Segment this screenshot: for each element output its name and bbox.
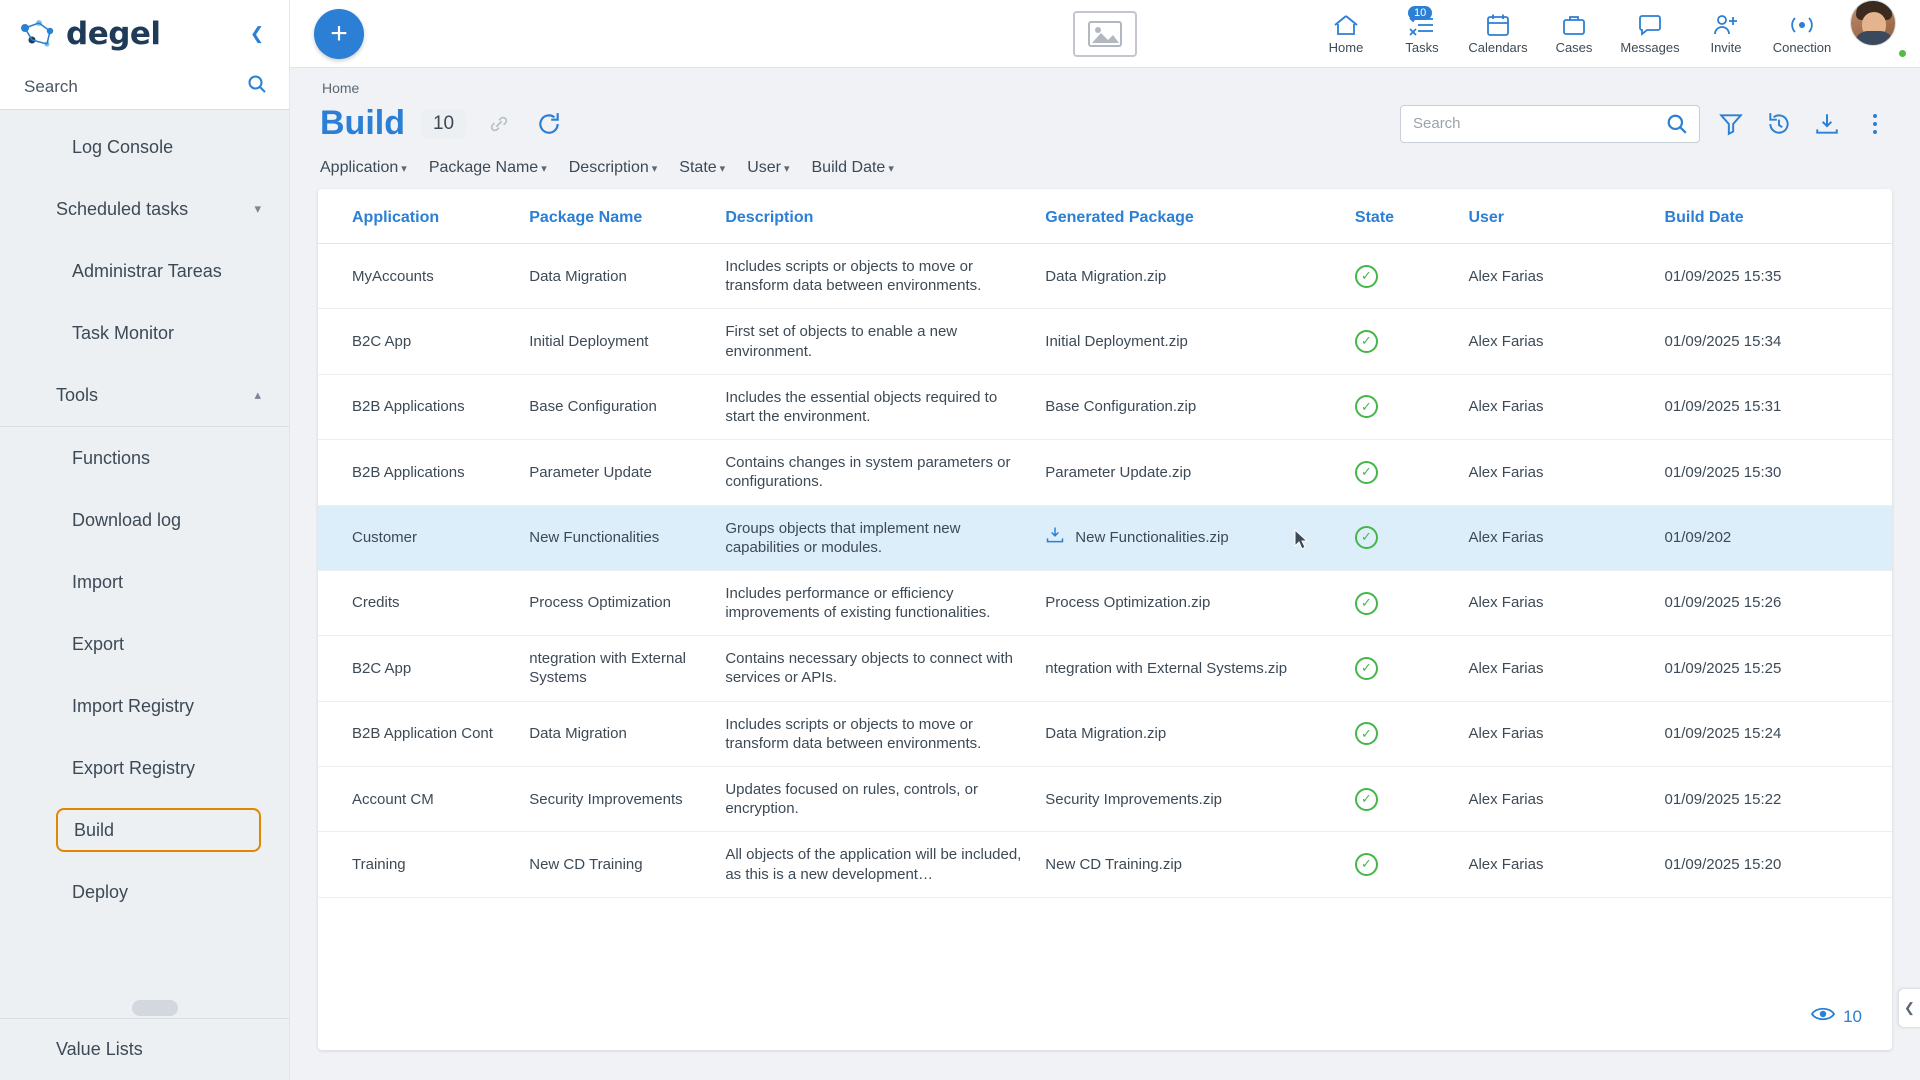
cell-application: B2B Applications — [318, 440, 519, 505]
cell-application: Credits — [318, 570, 519, 635]
sidebar-collapse-button[interactable]: ❮ — [249, 24, 265, 43]
visible-count — [1811, 1005, 1862, 1028]
chat-icon — [1638, 12, 1662, 38]
generated-package-label: Security Improvements.zip — [1045, 790, 1223, 808]
sidebar-scroll-handle[interactable] — [132, 1000, 178, 1016]
cell-date: 01/09/2025 15:24 — [1655, 701, 1892, 766]
sidebar — [0, 0, 290, 1080]
filter-bar — [318, 149, 1892, 189]
cell-date: 01/09/2025 15:26 — [1655, 570, 1892, 635]
cell-date: 01/09/2025 15:30 — [1655, 440, 1892, 505]
cell-description: Includes scripts or objects to move or transform data between environments. — [715, 244, 1035, 309]
cell-user: Alex Farias — [1458, 309, 1654, 374]
cell-application: B2B Applications — [318, 374, 519, 439]
table-row[interactable] — [318, 636, 1892, 701]
chevron-down-icon: ▾ — [719, 162, 726, 175]
more-vertical-icon[interactable] — [1858, 107, 1892, 141]
cell-package: Process Optimization — [519, 570, 715, 635]
column-header-user[interactable]: User — [1458, 189, 1654, 244]
avatar[interactable] — [1850, 0, 1896, 46]
state-ok-icon: ✓ — [1355, 461, 1378, 484]
top-bar — [290, 0, 1920, 68]
cell-date: 01/09/202 — [1655, 505, 1892, 570]
cell-user: Alex Farias — [1458, 570, 1654, 635]
cell-generated-package — [1035, 832, 1345, 897]
cell-package: Parameter Update — [519, 440, 715, 505]
cell-description: Contains changes in system parameters or configurations. — [715, 440, 1035, 505]
sidebar-item-label: Administrar Tareas — [72, 260, 222, 281]
cell-user: Alex Farias — [1458, 505, 1654, 570]
top-actions — [1308, 0, 1920, 68]
sidebar-item-build-highlight[interactable] — [56, 808, 261, 852]
filter-label: Build Date — [811, 159, 886, 176]
top-action-label: Messages — [1620, 40, 1680, 55]
top-action-messages[interactable] — [1612, 0, 1688, 68]
cell-description: Contains necessary objects to connect with services or APIs. — [715, 636, 1035, 701]
cell-package: New CD Training — [519, 832, 715, 897]
table-row[interactable] — [318, 570, 1892, 635]
cell-state — [1345, 309, 1459, 374]
generated-package-label: New CD Training.zip — [1045, 855, 1183, 873]
sidebar-item-label: Import Registry — [72, 695, 195, 716]
top-action-invite[interactable] — [1688, 0, 1764, 68]
search-icon[interactable] — [1655, 105, 1699, 143]
cell-state — [1345, 570, 1459, 635]
cell-description: First set of objects to enable a new environment. — [715, 309, 1035, 374]
top-action-home[interactable] — [1308, 0, 1384, 68]
top-action-cases[interactable] — [1536, 0, 1612, 68]
top-action-label: Calendars — [1468, 40, 1528, 55]
cell-application: B2C App — [318, 636, 519, 701]
sidebar-item-label: Import — [72, 571, 124, 592]
cell-package: New Functionalities — [519, 505, 715, 570]
filter-description[interactable] — [569, 159, 658, 177]
table-row[interactable] — [318, 701, 1892, 766]
cell-application: B2B Application Cont — [318, 701, 519, 766]
cell-date: 01/09/2025 15:20 — [1655, 832, 1892, 897]
top-action-tasks[interactable] — [1384, 0, 1460, 68]
degel-logo-icon — [18, 19, 58, 49]
cell-state — [1345, 440, 1459, 505]
chevron-down-icon: ▾ — [783, 162, 790, 175]
user-plus-icon — [1713, 12, 1739, 38]
sidebar-nav — [0, 110, 289, 1018]
sidebar-item-download-log[interactable] — [0, 489, 289, 551]
main-area — [290, 0, 1920, 1080]
page-header — [318, 102, 1892, 149]
generated-package-label: Process Optimization.zip — [1045, 594, 1211, 612]
cell-description: Groups objects that implement new capabilities or modules. — [715, 505, 1035, 570]
cell-user: Alex Farias — [1458, 832, 1654, 897]
sidebar-item-administrar-tareas[interactable] — [0, 240, 289, 302]
chevron-down-icon: ▾ — [541, 162, 547, 175]
search-icon[interactable] — [247, 74, 267, 99]
cell-package: ntegration with External Systems — [519, 636, 715, 701]
state-ok-icon: ✓ — [1355, 265, 1378, 288]
cell-generated-package — [1035, 570, 1345, 635]
top-action-label: Invite — [1710, 40, 1742, 55]
top-action-calendars[interactable] — [1460, 0, 1536, 68]
filter-build-date[interactable] — [812, 159, 894, 177]
column-header-build-date[interactable]: Build Date — [1655, 189, 1892, 244]
content-area — [290, 68, 1920, 1080]
image-placeholder-icon — [1073, 11, 1137, 57]
cell-application: Training — [318, 832, 519, 897]
briefcase-icon — [1562, 12, 1586, 38]
sidebar-item-tools[interactable] — [0, 364, 289, 426]
cell-date: 01/09/2025 15:25 — [1655, 636, 1892, 701]
generated-package-label: New Functionalities.zip — [1075, 529, 1229, 547]
cell-user: Alex Farias — [1458, 767, 1654, 832]
cell-generated-package — [1035, 767, 1345, 832]
visible-count-value: 10 — [1843, 1006, 1862, 1026]
state-ok-icon: ✓ — [1355, 853, 1378, 876]
filter-application[interactable] — [320, 159, 407, 177]
cell-date: 01/09/2025 15:34 — [1655, 309, 1892, 374]
download-icon[interactable] — [1810, 107, 1844, 141]
home-icon — [1333, 12, 1359, 38]
filter-state[interactable] — [679, 159, 725, 177]
build-table-card — [318, 189, 1892, 1050]
filter-label: User — [747, 159, 781, 176]
tasks-badge: 10 — [1408, 6, 1432, 20]
sidebar-item-deploy[interactable] — [0, 861, 289, 923]
chevron-down-icon: ▾ — [888, 162, 894, 175]
cell-package: Security Improvements — [519, 767, 715, 832]
column-header-generated-package[interactable]: Generated Package — [1035, 189, 1345, 244]
cell-package: Base Configuration — [519, 374, 715, 439]
cell-state — [1345, 374, 1459, 439]
chevron-down-icon: ▾ — [401, 162, 407, 175]
column-header-package-name[interactable]: Package Name — [519, 189, 715, 244]
state-ok-icon: ✓ — [1355, 722, 1378, 745]
sidebar-item-build[interactable] — [0, 799, 289, 861]
cell-user: Alex Farias — [1458, 636, 1654, 701]
cell-user: Alex Farias — [1458, 440, 1654, 505]
chevron-down-icon: ▾ — [651, 162, 658, 175]
top-action-label: Tasks — [1405, 40, 1439, 55]
sidebar-item-label: Tools — [56, 384, 99, 405]
table-row[interactable] — [318, 440, 1892, 505]
download-package-icon[interactable] — [1045, 525, 1065, 550]
sidebar-item-import[interactable] — [0, 551, 289, 613]
cell-state — [1345, 832, 1459, 897]
sidebar-item-log-console[interactable] — [0, 116, 289, 178]
search-input[interactable] — [1401, 115, 1655, 132]
sidebar-item-label: Download log — [72, 509, 182, 530]
cell-generated-package — [1035, 374, 1345, 439]
build-table — [318, 189, 1892, 898]
record-count: 10 — [421, 109, 466, 139]
table-row[interactable] — [318, 767, 1892, 832]
cell-description: Updates focused on rules, controls, or encryption. — [715, 767, 1035, 832]
cell-date: 01/09/2025 15:31 — [1655, 374, 1892, 439]
cell-description: Includes performance or efficiency improvements of existing functionalities. — [715, 570, 1035, 635]
cell-user: Alex Farias — [1458, 374, 1654, 439]
generated-package-label: Initial Deployment.zip — [1045, 332, 1188, 350]
cell-application: MyAccounts — [318, 244, 519, 309]
top-action-conection[interactable] — [1764, 0, 1840, 68]
state-ok-icon: ✓ — [1355, 592, 1378, 615]
cell-application: Account CM — [318, 767, 519, 832]
state-ok-icon: ✓ — [1355, 395, 1378, 418]
column-header-description[interactable]: Description — [715, 189, 1035, 244]
table-body — [318, 244, 1892, 898]
cell-description: Includes scripts or objects to move or transform data between environments. — [715, 701, 1035, 766]
filter-label: Application — [320, 159, 399, 176]
top-action-label: Home — [1328, 40, 1364, 55]
filter-user[interactable] — [747, 159, 789, 177]
state-ok-icon: ✓ — [1355, 788, 1378, 811]
cell-user: Alex Farias — [1458, 701, 1654, 766]
cell-user: Alex Farias — [1458, 244, 1654, 309]
filter-label: Description — [568, 159, 649, 176]
table-row[interactable] — [318, 309, 1892, 374]
sidebar-item-export[interactable] — [0, 613, 289, 675]
cell-generated-package — [1035, 505, 1345, 570]
cell-description: Includes the essential objects required to start the environment. — [715, 374, 1035, 439]
page-title: Build — [320, 104, 405, 142]
generated-package-label: ntegration with External Systems.zip — [1045, 659, 1288, 677]
cell-generated-package — [1035, 440, 1345, 505]
sidebar-item-label: Value Lists — [56, 1039, 143, 1059]
table-row[interactable] — [318, 374, 1892, 439]
brand-row — [0, 0, 289, 68]
eye-icon — [1811, 1005, 1835, 1028]
signal-icon — [1789, 12, 1815, 38]
sidebar-item-label: Functions — [72, 447, 151, 468]
cell-generated-package — [1035, 244, 1345, 309]
search-box[interactable] — [1400, 105, 1700, 143]
cell-state — [1345, 244, 1459, 309]
calendar-icon — [1486, 12, 1510, 38]
cell-generated-package — [1035, 701, 1345, 766]
state-ok-icon: ✓ — [1355, 657, 1378, 680]
cell-generated-package — [1035, 309, 1345, 374]
filter-label: Package Name — [428, 159, 539, 176]
sidebar-item-scheduled-tasks[interactable] — [0, 178, 289, 240]
link-icon[interactable] — [482, 107, 516, 141]
sidebar-item-label: Scheduled tasks — [56, 198, 189, 219]
cell-state — [1345, 505, 1459, 570]
cell-package: Initial Deployment — [519, 309, 715, 374]
table-row-selected[interactable] — [318, 505, 1892, 570]
filter-package-name[interactable] — [429, 159, 547, 177]
sidebar-item-label: Export — [72, 633, 125, 654]
breadcrumb[interactable]: Home — [322, 80, 360, 96]
cell-state — [1345, 767, 1459, 832]
filter-icon[interactable] — [1714, 107, 1748, 141]
cell-package: Data Migration — [519, 244, 715, 309]
brand-name: degel — [66, 16, 161, 52]
table-row[interactable] — [318, 832, 1892, 897]
sidebar-search[interactable] — [0, 68, 289, 110]
history-icon[interactable] — [1762, 107, 1796, 141]
cell-date: 01/09/2025 15:35 — [1655, 244, 1892, 309]
sidebar-search-input[interactable] — [22, 76, 247, 98]
chevron-down-icon: ▾ — [254, 201, 261, 216]
chevron-up-icon: ▴ — [254, 387, 261, 402]
status-badge — [1897, 48, 1908, 59]
generated-package-label: Base Configuration.zip — [1045, 398, 1197, 416]
table-row[interactable] — [318, 244, 1892, 309]
cell-generated-package — [1035, 636, 1345, 701]
right-panel-toggle[interactable]: ❮ — [1898, 988, 1920, 1028]
header-tools — [1400, 105, 1892, 143]
column-header-application[interactable]: Application — [318, 189, 519, 244]
sidebar-item-label: Log Console — [72, 136, 174, 157]
sidebar-item-label: Deploy — [72, 881, 129, 902]
refresh-icon[interactable] — [532, 107, 566, 141]
sidebar-item-functions[interactable] — [0, 427, 289, 489]
cell-state — [1345, 636, 1459, 701]
table-header — [318, 189, 1892, 244]
column-header-state[interactable]: State — [1345, 189, 1459, 244]
cell-application: B2C App — [318, 309, 519, 374]
filter-label: State — [679, 159, 717, 176]
sidebar-item-export-registry[interactable] — [0, 737, 289, 799]
add-button[interactable]: + — [314, 9, 364, 59]
generated-package-label: Data Migration.zip — [1045, 725, 1167, 743]
generated-package-label: Data Migration.zip — [1045, 267, 1167, 285]
generated-package-label: Parameter Update.zip — [1045, 463, 1192, 481]
top-action-label: Cases — [1555, 40, 1593, 55]
cell-package: Data Migration — [519, 701, 715, 766]
cell-state — [1345, 701, 1459, 766]
sidebar-item-label: Export Registry — [72, 757, 196, 778]
cell-date: 01/09/2025 15:22 — [1655, 767, 1892, 832]
state-ok-icon: ✓ — [1355, 330, 1378, 353]
sidebar-item-label: Task Monitor — [72, 322, 175, 343]
sidebar-item-import-registry[interactable] — [0, 675, 289, 737]
cell-application: Customer — [318, 505, 519, 570]
state-ok-icon: ✓ — [1355, 526, 1378, 549]
top-action-label: Conection — [1772, 40, 1832, 55]
sidebar-item-label: Build — [74, 819, 115, 840]
cell-description: All objects of the application will be included, as this is a new development… — [715, 832, 1035, 897]
sidebar-item-value-lists[interactable] — [0, 1018, 289, 1080]
sidebar-item-task-monitor[interactable] — [0, 302, 289, 364]
